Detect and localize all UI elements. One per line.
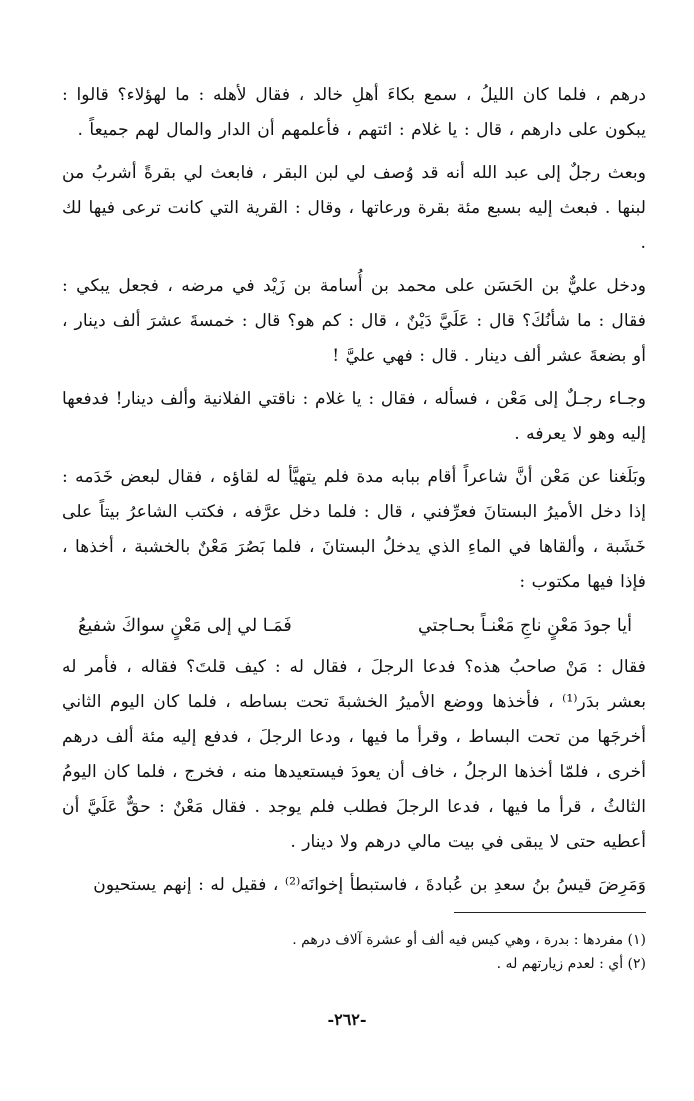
paragraph-cow: وبعث رجلٌ إلى عبد الله أنه قد وُصف لي لبن البقر ، فابعث لي بقرةً أشربُ من لبنها . فبعث إليه بسبع مئة بقرة ورعاتها ، وقال : القرية التي كانت ترعى فيها لك . bbox=[62, 163, 646, 253]
paragraph-camel: وجـاء رجـلٌ إلى مَعْن ، فسأله ، فقال : يا غلام : ناقتي الفلانية وألف دينار! فدفعها إليه وهو لا يعرفه . bbox=[62, 389, 646, 444]
footnotes bbox=[126, 928, 646, 976]
footnote-divider bbox=[454, 912, 646, 913]
paragraph-qays: وَمَرِضَ قيسُ بنُ سعدِ بن عُبادةَ ، فاستبطأ إخوانَه⁽²⁾ ، فقيل له : إنهم يستحيون bbox=[93, 875, 646, 895]
verse-second-hemistich: فَمَـا لي إلى مَعْنٍ سواكَ شفيعُ bbox=[78, 616, 292, 636]
footnote-2: (٢) أي : لعدم زيارتهم له . bbox=[496, 956, 646, 972]
paragraph-khalid: درهم ، فلما كان الليلُ ، سمع بكاءَ أهلِ خالد ، فقال لأهله : ما لهؤلاء؟ قالوا : يبكون على دارهم ، قال : يا غلام : ائتهم ، فأعلمهم أن الدار والمال لهم جميعاً . bbox=[62, 85, 646, 140]
page-body bbox=[62, 78, 646, 911]
footnote-1: (١) مفردها : بدرة ، وهي كيس فيه ألف أو عشرة آلاف درهم . bbox=[292, 932, 646, 948]
paragraph-debt: ودخل عليٌّ بن الحَسَن على محمد بن أُسامة بن زَيْد في مرضه ، فجعل يبكي : فقال : ما شأنُكَ؟ قال : عَلَيَّ دَيْنٌ ، قال : كم هو؟ قال : خمسةَ عشرَ ألف دينار ، أو بضعةَ عشر ألف دينار . قال : فهي عليَّ ! bbox=[62, 276, 646, 366]
page-number: -٢٦٢- bbox=[327, 1010, 367, 1029]
poem-verse bbox=[62, 606, 646, 646]
verse-first-hemistich: أيا جودَ مَعْنٍ ناجِ مَعْنـاً بحـاجتي bbox=[417, 616, 632, 636]
paragraph-reward: فقال : مَنْ صاحبُ هذه؟ فدعا الرجلَ ، فقال له : كيف قلتَ؟ فقاله ، فأمر له بعشر بدَر⁽¹⁾ ، فأخذها ووضع الأميرُ الخشبةَ تحت بساطه ، فلما كان اليوم الثاني أخرجَها من تحت البساط ، وقرأ ما فيها ، ودعا الرجلَ ، فدفع إليه مئة ألف درهم أخرى ، فلمّا أخذها الرجلُ ، خاف أن يعودَ فيستعيدها منه ، فخرج ، فلما كان اليومُ الثالثُ ، قرأ ما فيها ، فدعا الرجلَ فطلب فلم يوجد . فقال مَعْنٌ : حقٌّ عَلَيَّ أن أعطيه حتى لا يبقى في بيت مالي درهم ولا دينار . bbox=[62, 657, 646, 852]
paragraph-poet: وبَلَغنا عن مَعْن أنَّ شاعراً أقام ببابه مدة فلم يتهيَّأ له لقاؤه ، فقال لبعض خَدَمه : إذا دخل الأميرُ البستانَ فعرِّفني ، قال : فلما دخل عرَّفه ، فكتب الشاعرُ بيتاً على خَشَبة ، وألقاها في الماءِ الذي يدخلُ البستانَ ، فلما بَصُرَ مَعْنٌ بالخشبة ، أخذها ، فإذا فيها مكتوب : bbox=[62, 467, 646, 592]
